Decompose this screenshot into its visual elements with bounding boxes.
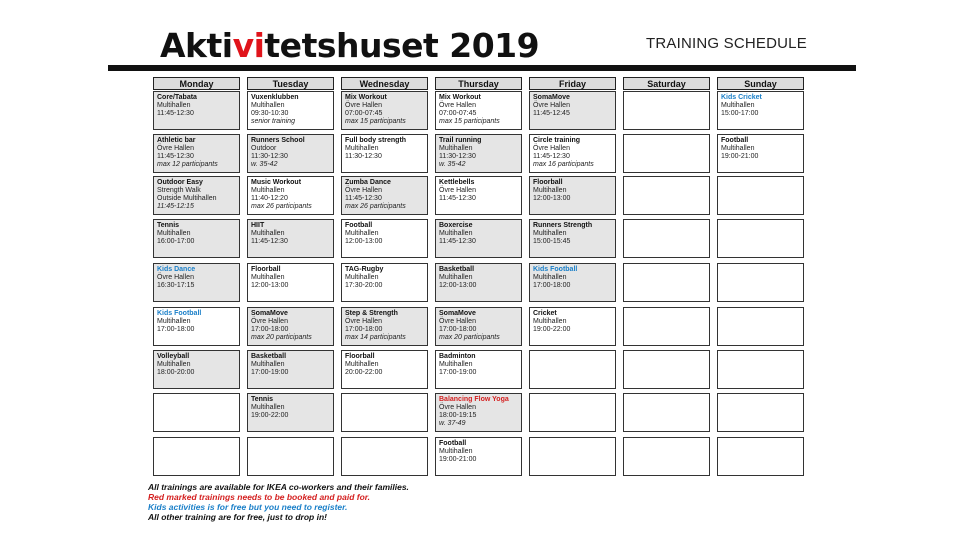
empty-cell [623, 393, 710, 432]
day-header: Wednesday [341, 77, 428, 90]
activity-time: 07:00-07:45 [439, 110, 477, 117]
day-header: Monday [153, 77, 240, 90]
legend-line: All other training are for free, just to drop in! [148, 512, 327, 522]
activity-note: max 15 participants [345, 118, 406, 125]
activity-location: Multihallen [345, 274, 379, 281]
activity-time: 07:00-07:45 [345, 110, 383, 117]
activity-time: 11:45-12:30 [157, 110, 194, 117]
activity-name: Step & Strength [345, 310, 398, 317]
title-part-1: Akti [160, 26, 233, 65]
activity-name: Kettlebells [439, 179, 475, 186]
empty-cell [717, 263, 804, 302]
activity-name: Circle training [533, 137, 581, 144]
schedule-cell [341, 91, 428, 130]
activity-time: 11:30-12:30 [251, 153, 288, 160]
activity-location: Outdoor [251, 145, 277, 152]
schedule-cell [153, 219, 240, 258]
activity-location: Multihallen [251, 361, 285, 368]
empty-cell [717, 350, 804, 389]
activity-time: 17:00-18:00 [533, 282, 571, 289]
activity-note: senior training [251, 118, 295, 125]
activity-time: 11:30-12:30 [439, 153, 476, 160]
legend-line: Red marked trainings needs to be booked and paid for. [148, 492, 370, 502]
activity-name: Runners Strength [533, 222, 593, 229]
activity-name: Volleyball [157, 353, 190, 360]
activity-note: max 26 participants [345, 203, 406, 210]
activity-time: 11:40-12:20 [251, 195, 288, 202]
activity-time: 09:30-10:30 [251, 110, 289, 117]
activity-time: 11:45-12:45 [533, 110, 570, 117]
activity-name: Basketball [439, 266, 475, 273]
schedule-cell [529, 176, 616, 215]
empty-cell [341, 437, 428, 476]
activity-time: 19:00-21:00 [721, 153, 759, 160]
title-divider [108, 65, 856, 71]
activity-time: 12:00-13:00 [345, 238, 383, 245]
activity-name: Core/Tabata [157, 94, 197, 101]
empty-cell [623, 350, 710, 389]
activity-location: Multihallen [251, 404, 285, 411]
activity-location: Övre Hallen [439, 318, 476, 325]
activity-name: Vuxenklubben [251, 94, 299, 101]
activity-location: Multihallen [345, 361, 379, 368]
activity-name: Tennis [251, 396, 274, 403]
activity-location: Multihallen [533, 230, 567, 237]
schedule-cell [341, 219, 428, 258]
empty-cell [623, 437, 710, 476]
schedule-cell [435, 393, 522, 432]
schedule-cell [529, 134, 616, 173]
schedule-cell [153, 134, 240, 173]
empty-cell [529, 393, 616, 432]
activity-time: 17:00-18:00 [251, 326, 289, 333]
day-header: Tuesday [247, 77, 334, 90]
activity-time: 19:00-22:00 [251, 412, 289, 419]
schedule-cell [435, 437, 522, 476]
activity-location: Övre Hallen [345, 318, 382, 325]
schedule-cell [435, 219, 522, 258]
activity-name: Mix Workout [439, 94, 481, 101]
schedule-cell [435, 263, 522, 302]
empty-cell [623, 134, 710, 173]
activity-name: SomaMove [533, 94, 570, 101]
activity-time: 17:00-18:00 [157, 326, 195, 333]
empty-cell [341, 393, 428, 432]
empty-cell [717, 307, 804, 346]
schedule-cell [529, 219, 616, 258]
activity-name: Music Workout [251, 179, 302, 186]
activity-name: Zumba Dance [345, 179, 391, 186]
schedule-cell [341, 176, 428, 215]
activity-name: Floorball [533, 179, 563, 186]
activity-location: Multihallen [533, 187, 567, 194]
schedule-cell [435, 176, 522, 215]
activity-time: 17:30-20:00 [345, 282, 383, 289]
activity-name: HIIT [251, 222, 265, 229]
schedule-cell [717, 134, 804, 173]
activity-location: Multihallen [721, 102, 755, 109]
activity-time: 17:00-18:00 [439, 326, 477, 333]
empty-cell [153, 437, 240, 476]
activity-time: 11:45-12:30 [345, 195, 382, 202]
schedule-cell [435, 91, 522, 130]
activity-note: w. 35-42 [251, 161, 278, 168]
activity-location: Övre Hallen [439, 102, 476, 109]
activity-location: Multihallen [439, 361, 473, 368]
empty-cell [717, 393, 804, 432]
empty-cell [623, 219, 710, 258]
schedule-cell [247, 219, 334, 258]
activity-note: max 15 participants [439, 118, 500, 125]
activity-name: Kids Football [533, 266, 578, 273]
activity-location: Multihallen [157, 318, 191, 325]
activity-location: Övre Hallen [439, 187, 476, 194]
activity-name: SomaMove [439, 310, 476, 317]
day-header: Saturday [623, 77, 710, 90]
legend [148, 482, 409, 522]
activity-location: Multihallen [157, 230, 191, 237]
activity-location: Multihallen [533, 318, 567, 325]
schedule-cell [341, 134, 428, 173]
activity-note: max 20 participants [439, 334, 500, 341]
activity-time: Outside Multihallen [157, 195, 217, 202]
schedule-cell [247, 134, 334, 173]
page-title [160, 26, 539, 66]
empty-cell [247, 437, 334, 476]
activity-location: Övre Hallen [533, 102, 570, 109]
activity-location: Övre Hallen [157, 274, 194, 281]
activity-time: 15:00-17:00 [721, 110, 759, 117]
activity-name: Boxercise [439, 222, 473, 229]
activity-time: 11:45-12:30 [439, 195, 476, 202]
activity-time: 18:00-19:15 [439, 412, 477, 419]
activity-time: 12:00-13:00 [251, 282, 289, 289]
activity-location: Multihallen [533, 274, 567, 281]
schedule-cell [247, 350, 334, 389]
schedule-cell [435, 134, 522, 173]
activity-name: Runners School [251, 137, 305, 144]
activity-time: 16:00-17:00 [157, 238, 195, 245]
activity-location: Multihallen [157, 102, 191, 109]
activity-name: Athletic bar [157, 137, 196, 144]
schedule-cell [529, 91, 616, 130]
activity-note: max 16 participants [533, 161, 594, 168]
activity-time: 11:45-12:30 [533, 153, 570, 160]
empty-cell [717, 437, 804, 476]
activity-note: max 12 participants [157, 161, 218, 168]
empty-cell [153, 393, 240, 432]
activity-time: 20:00-22:00 [345, 369, 383, 376]
activity-note: max 20 participants [251, 334, 312, 341]
activity-location: Multihallen [251, 230, 285, 237]
activity-time: 15:00-15:45 [533, 238, 571, 245]
activity-location: Multihallen [439, 230, 473, 237]
activity-name: Football [721, 137, 749, 144]
activity-name: Balancing Flow Yoga [439, 396, 509, 403]
activity-time: 12:00-13:00 [533, 195, 571, 202]
activity-name: Cricket [533, 310, 557, 317]
schedule-subtitle: TRAINING SCHEDULE [646, 35, 807, 52]
empty-cell [717, 176, 804, 215]
activity-time: 12:00-13:00 [439, 282, 477, 289]
legend-line: Kids activities is for free but you need to register. [148, 502, 348, 512]
schedule-cell [529, 263, 616, 302]
activity-time: 11:45-12:30 [157, 153, 194, 160]
schedule-cell [247, 307, 334, 346]
activity-name: Kids Football [157, 310, 202, 317]
schedule-cell [341, 350, 428, 389]
activity-location: Övre Hallen [251, 318, 288, 325]
activity-location: Multihallen [251, 187, 285, 194]
schedule-cell [435, 350, 522, 389]
schedule-cell [153, 263, 240, 302]
schedule-cell [153, 91, 240, 130]
activity-location: Multihallen [251, 274, 285, 281]
activity-name: SomaMove [251, 310, 288, 317]
day-header: Thursday [435, 77, 522, 90]
activity-time: 11:45-12:30 [439, 238, 476, 245]
empty-cell [717, 219, 804, 258]
activity-name: Kids Dance [157, 266, 196, 273]
activity-name: Football [439, 440, 467, 447]
empty-cell [623, 176, 710, 215]
activity-name: Full body strength [345, 137, 407, 144]
activity-time: 18:00-20:00 [157, 369, 195, 376]
day-header: Sunday [717, 77, 804, 90]
activity-time: 17:00-18:00 [345, 326, 383, 333]
schedule-cell [247, 91, 334, 130]
activity-name: Trail running [439, 137, 482, 144]
activity-time: 19:00-21:00 [439, 456, 477, 463]
activity-name: Kids Cricket [721, 94, 762, 101]
legend-line: All trainings are available for IKEA co-workers and their families. [148, 482, 409, 492]
activity-name: Basketball [251, 353, 287, 360]
activity-time: 17:00-19:00 [251, 369, 289, 376]
title-part-2: vi [232, 26, 265, 65]
schedule-cell [529, 307, 616, 346]
activity-location: Multihallen [439, 274, 473, 281]
activity-name: TAG-Rugby [345, 266, 384, 273]
empty-cell [529, 350, 616, 389]
activity-time: 11:45-12:30 [251, 238, 288, 245]
activity-note: max 26 participants [251, 203, 312, 210]
activity-name: Badminton [439, 353, 476, 360]
activity-note: 11:45-12:15 [157, 203, 194, 210]
title-part-3: tetshuset 2019 [264, 26, 540, 65]
activity-location: Strength Walk [157, 187, 201, 194]
schedule-cell [341, 307, 428, 346]
activity-name: Tennis [157, 222, 180, 229]
schedule-cell [435, 307, 522, 346]
schedule-cell [247, 263, 334, 302]
schedule-cell [717, 91, 804, 130]
activity-time: 11:30-12:30 [345, 153, 382, 160]
activity-location: Övre Hallen [345, 187, 382, 194]
activity-location: Övre Hallen [533, 145, 570, 152]
empty-cell [529, 437, 616, 476]
activity-location: Övre Hallen [439, 404, 476, 411]
activity-location: Multihallen [721, 145, 755, 152]
activity-name: Floorball [345, 353, 375, 360]
activity-note: w. 35-42 [439, 161, 466, 168]
activity-location: Multihallen [345, 145, 379, 152]
activity-note: w. 37-49 [439, 420, 466, 427]
activity-time: 19:00-22:00 [533, 326, 571, 333]
empty-cell [623, 91, 710, 130]
schedule-cell [153, 307, 240, 346]
activity-location: Övre Hallen [345, 102, 382, 109]
schedule-cell [341, 263, 428, 302]
schedule-cell [153, 176, 240, 215]
empty-cell [623, 307, 710, 346]
activity-location: Multihallen [439, 145, 473, 152]
empty-cell [623, 263, 710, 302]
activity-time: 16:30-17:15 [157, 282, 195, 289]
schedule-cell [153, 350, 240, 389]
activity-name: Floorball [251, 266, 281, 273]
activity-location: Multihallen [439, 448, 473, 455]
day-header: Friday [529, 77, 616, 90]
schedule-cell [247, 176, 334, 215]
activity-time: 17:00-19:00 [439, 369, 477, 376]
activity-location: Multihallen [157, 361, 191, 368]
activity-name: Outdoor Easy [157, 179, 203, 186]
schedule-cell [247, 393, 334, 432]
activity-name: Football [345, 222, 373, 229]
activity-note: max 14 participants [345, 334, 406, 341]
activity-location: Övre Hallen [157, 145, 194, 152]
activity-location: Multihallen [345, 230, 379, 237]
activity-name: Mix Workout [345, 94, 387, 101]
activity-location: Multihallen [251, 102, 285, 109]
